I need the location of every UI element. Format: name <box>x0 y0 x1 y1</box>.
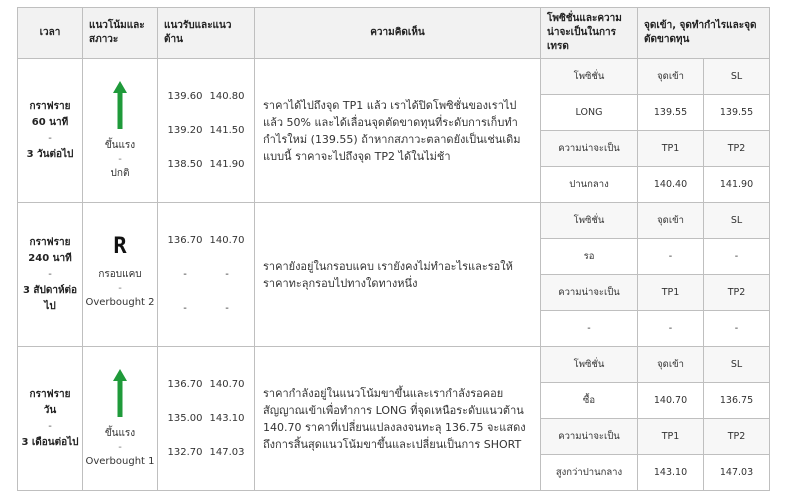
up-arrow-icon <box>113 369 127 417</box>
trading-table <box>17 7 770 491</box>
sl-label: SL <box>704 347 770 383</box>
probability-label: ความน่าจะเป็น <box>541 419 638 455</box>
tp2-label: TP2 <box>704 419 770 455</box>
position-value: รอ <box>541 239 638 275</box>
timeframe-cell <box>18 347 83 491</box>
sl-value: 136.75 <box>704 383 770 419</box>
header-targets: จุดเข้า, จุดทำกำไรและจุดตัดขาดทุน <box>638 8 770 59</box>
tp1-value: 140.40 <box>638 167 704 203</box>
resistance-value: 147.03 <box>209 446 245 458</box>
table-row <box>18 59 770 95</box>
timeframe-dot: - <box>48 268 52 280</box>
tp1-label: TP1 <box>638 275 704 311</box>
trend-cell <box>83 203 158 347</box>
timeframe-line2: 60 นาที <box>31 116 69 128</box>
timeframe-line1: กราฟราย <box>29 100 71 112</box>
comment-cell: ราคายังอยู่ในกรอบแคบ เรายังคงไม่ทำอะไรและรอให้ราคาทะลุกรอบไปทางใดทางหนึ่ง <box>255 203 541 347</box>
position-label: โพซิชั่น <box>541 347 638 383</box>
table-row <box>18 347 770 383</box>
probability-value: สูงกว่าปานกลาง <box>541 455 638 491</box>
tp1-label: TP1 <box>638 419 704 455</box>
position-value: LONG <box>541 95 638 131</box>
sl-value: 139.55 <box>704 95 770 131</box>
tp2-value: 147.03 <box>704 455 770 491</box>
header-row <box>18 8 770 59</box>
support-value: - <box>183 302 187 314</box>
entry-value: 139.55 <box>638 95 704 131</box>
entry-label: จุดเข้า <box>638 59 704 95</box>
position-label: โพซิชั่น <box>541 203 638 239</box>
timeframe-line3: 3 วันต่อไป <box>26 148 74 160</box>
timeframe-line2: 240 นาที <box>28 252 72 264</box>
trend-label: ขึ้นแรง <box>104 139 136 151</box>
trend-dot: - <box>118 282 122 294</box>
trend-dot: - <box>118 153 122 165</box>
tp1-label: TP1 <box>638 131 704 167</box>
support-value: - <box>183 268 187 280</box>
level-row <box>158 378 254 392</box>
support-value: 135.00 <box>167 412 203 424</box>
sl-label: SL <box>704 59 770 95</box>
up-arrow-icon <box>113 81 127 129</box>
tp1-value: 143.10 <box>638 455 704 491</box>
position-label: โพซิชั่น <box>541 59 638 95</box>
probability-value: ปานกลาง <box>541 167 638 203</box>
trend-condition: ปกติ <box>110 167 130 179</box>
header-comment: ความคิดเห็น <box>255 8 541 59</box>
support-value: 136.70 <box>167 378 203 390</box>
trend-label: ขึ้นแรง <box>104 427 136 439</box>
sl-value: - <box>704 239 770 275</box>
level-row <box>158 268 254 282</box>
resistance-value: - <box>225 268 229 280</box>
support-value: 136.70 <box>167 234 203 246</box>
resistance-value: 140.80 <box>209 90 245 102</box>
resistance-value: 140.70 <box>209 378 245 390</box>
trend-condition: Overbought 1 <box>85 455 155 467</box>
timeframe-line3: 3 เดือนต่อไป <box>21 436 79 448</box>
level-row <box>158 302 254 316</box>
timeframe-line1: กราฟราย <box>29 236 71 248</box>
levels-cell <box>158 347 255 491</box>
resistance-value: 141.90 <box>209 158 245 170</box>
trend-condition: Overbought 2 <box>85 296 155 308</box>
probability-value: - <box>541 311 638 347</box>
trend-label: กรอบแคบ <box>98 268 142 280</box>
header-levels: แนวรับและแนวต้าน <box>158 8 255 59</box>
resistance-value: 141.50 <box>209 124 245 136</box>
levels-cell <box>158 203 255 347</box>
tp1-value: - <box>638 311 704 347</box>
entry-value: 140.70 <box>638 383 704 419</box>
header-timeframe: เวลา <box>18 8 83 59</box>
support-value: 139.60 <box>167 90 203 102</box>
header-trend: แนวโน้มและสภาวะ <box>83 8 158 59</box>
entry-label: จุดเข้า <box>638 203 704 239</box>
r-letter-icon: R <box>113 233 127 259</box>
tp2-label: TP2 <box>704 131 770 167</box>
resistance-value: - <box>225 302 229 314</box>
entry-value: - <box>638 239 704 275</box>
levels-cell <box>158 59 255 203</box>
timeframe-cell <box>18 59 83 203</box>
level-row <box>158 158 254 172</box>
probability-label: ความน่าจะเป็น <box>541 275 638 311</box>
resistance-value: 143.10 <box>209 412 245 424</box>
comment-cell: ราคาได้ไปถึงจุด TP1 แล้ว เราได้ปิดโพซิชั่นของเราไปแล้ว 50% และได้เลื่อนจุดตัดขาดทุนที่ระดับการเก็บทำกำไรใหม่ (139.55) ถ้าหากสภาวะตลาดยังเป็นเช่นเดิมแบบนี้ ราคาจะไปถึงจุด TP2 ได้ในไม่ช้า <box>255 59 541 203</box>
level-row <box>158 446 254 460</box>
position-value: ซื้อ <box>541 383 638 419</box>
level-row <box>158 234 254 248</box>
timeframe-line1: กราฟราย <box>29 388 71 400</box>
tp2-label: TP2 <box>704 275 770 311</box>
table-row <box>18 203 770 239</box>
trend-cell <box>83 347 158 491</box>
resistance-value: 140.70 <box>209 234 245 246</box>
support-value: 138.50 <box>167 158 203 170</box>
support-value: 132.70 <box>167 446 203 458</box>
level-row <box>158 124 254 138</box>
timeframe-line2: วัน <box>43 404 57 416</box>
tp2-value: - <box>704 311 770 347</box>
timeframe-cell <box>18 203 83 347</box>
header-position: โพซิชั่นและความน่าจะเป็นในการเทรด <box>541 8 638 59</box>
comment-cell: ราคากำลังอยู่ในแนวโน้มขาขึ้นและเรากำลังรอคอยสัญญาณเข้าเพื่อทำการ LONG ที่จุดเหนือระดับแนวต้าน 140.70 ราคาที่เปลี่ยนแปลงลงจนทะลุ 136.75 จะแสดงถึงการสิ้นสุดแนวโน้มขาขึ้นและเปลี่ยนเป็นการ SHORT <box>255 347 541 491</box>
timeframe-dot: - <box>48 420 52 432</box>
probability-label: ความน่าจะเป็น <box>541 131 638 167</box>
support-value: 139.20 <box>167 124 203 136</box>
level-row <box>158 412 254 426</box>
level-row <box>158 90 254 104</box>
sl-label: SL <box>704 203 770 239</box>
tp2-value: 141.90 <box>704 167 770 203</box>
timeframe-line3: 3 สัปดาห์ต่อไป <box>22 284 78 312</box>
trend-dot: - <box>118 441 122 453</box>
timeframe-dot: - <box>48 132 52 144</box>
entry-label: จุดเข้า <box>638 347 704 383</box>
trend-cell <box>83 59 158 203</box>
